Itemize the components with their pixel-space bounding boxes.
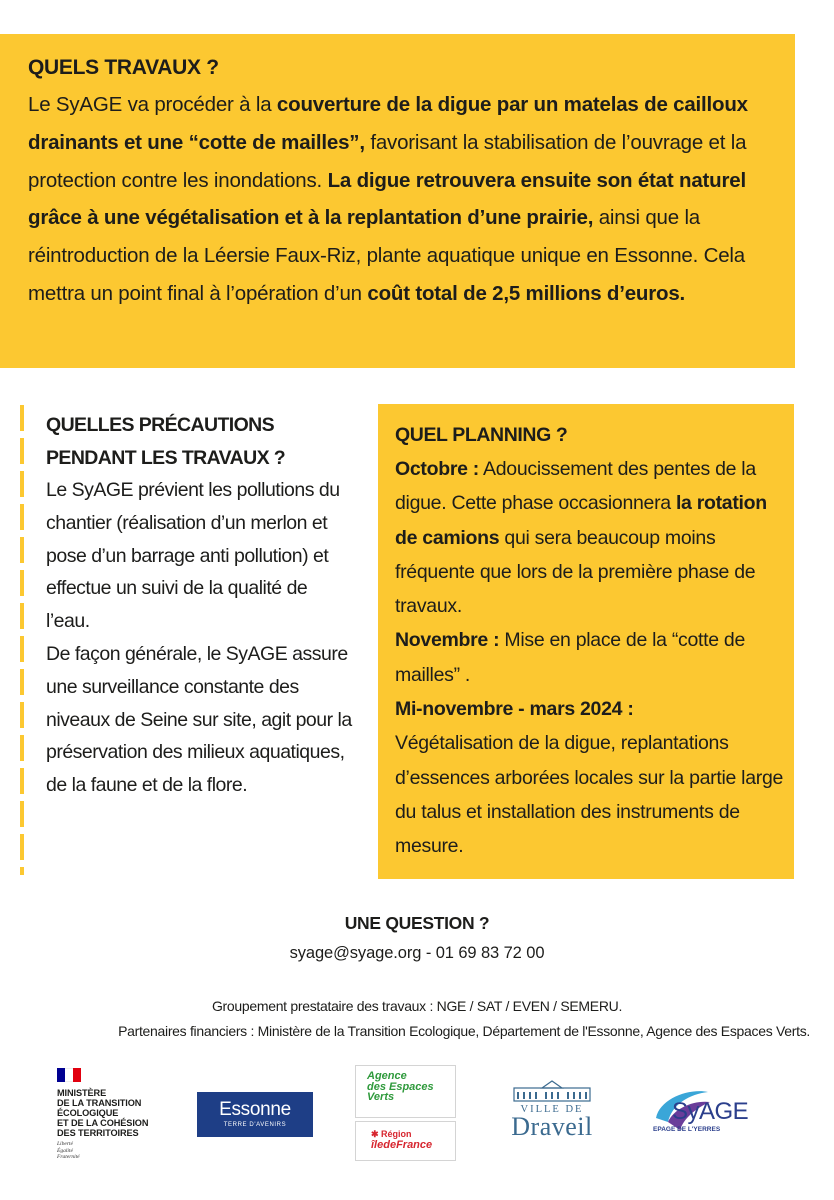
region-word: Région [381,1129,412,1139]
ministere-name: MINISTÈRE DE LA TRANSITION ÉCOLOGIQUE ET DE LA COHÉSION DES TERRITOIRES [57,1088,149,1138]
planning-mid-november [395,692,784,863]
works-title: QUELS TRAVAUX ? [28,56,219,79]
planning-november [395,623,784,692]
planning-section [378,404,794,879]
october-bold: la rotation de camions [395,492,767,549]
region-star-icon: ✱ [371,1129,382,1139]
ministere-logo [57,1068,167,1163]
syage-name: SyAGE [672,1098,749,1125]
essonne-tagline: TERRE D'AVENIRS [223,1122,287,1128]
contractors-line: Groupement prestataire des travaux : NGE / SAT / EVEN / SEMERU. [211,998,623,1014]
partners-line: Partenaires financiers : Ministère de la Transition Ecologique, Département de l'Essonne, Agence des Espaces Verts. [118,1023,810,1039]
works-text-3: ainsi que la réintroduction de la Léersie Faux-Riz, plante aquatique unique en Essonne. Cela mettra un point final à l’opération d’un [28,206,745,305]
syage-tagline: EPAGE DE L'YERRES [653,1126,721,1133]
chateau-icon [512,1080,592,1102]
precautions-title [46,409,352,474]
mid-november-label: Mi-novembre - mars 2024 : [395,698,634,721]
aev-logo [355,1065,456,1118]
works-text-1: Le SyAGE va procéder à la [28,93,277,116]
credits-section [0,994,834,1044]
aev-name: Agence des Espaces Verts [367,1070,434,1103]
draveil-prefix: VILLE DE [520,1104,584,1115]
region-label [371,1129,455,1139]
precautions-body [46,409,352,802]
contact-section [0,913,834,963]
planning-title: QUEL PLANNING ? [395,424,568,446]
mid-november-text: Végétalisation de la digue, replantations d’essences arborées locales sur la partie large du talus et installation des instruments de mesure. [395,732,784,858]
october-label: Octobre : [395,458,479,480]
october-text-1: Adoucissement des pentes de la digue. Cette phase occasionnera [395,458,756,515]
planning-october [395,452,784,623]
essonne-name: Essonne [219,1099,291,1120]
precautions-title-line1: QUELLES PRÉCAUTIONS [46,414,275,436]
republic-motto: Liberté Égalité Fraternité [57,1141,80,1160]
works-paragraph [28,86,775,313]
region-name: îledeFrance [371,1139,433,1151]
syage-logo [650,1078,782,1146]
draveil-name: Draveil [511,1112,593,1141]
november-label: Novembre : [395,629,500,652]
works-bold-3: coût total de 2,5 millions d’euros. [367,281,686,305]
essonne-logo [197,1092,313,1137]
marianne-flag-icon [57,1068,81,1082]
october-text-2: qui sera beaucoup moins fréquente que lors de la première phase de travaux. [395,526,756,618]
precautions-title-line2: PENDANT LES TRAVAUX ? [46,446,286,469]
november-text: Mise en place de la “cotte de mailles” . [395,629,746,686]
draveil-logo [496,1080,608,1155]
region-idf-logo [355,1121,456,1161]
works-bold-1: couverture de la digue par un matelas de cailloux drainants et une “cotte de mailles”, [28,93,748,154]
precautions-paragraph-1: Le SyAGE prévient les pollutions du chantier (réalisation d’un merlon et pose d’un barrage anti pollution) et effectue un suivi de la qualité de l’eau. [46,479,340,633]
works-section [0,34,795,368]
works-bold-2: La digue retrouvera ensuite son état naturel grâce à une végétalisation et à la replantation d’une prairie, [28,168,746,230]
contact-email-phone[interactable]: syage@syage.org - 01 69 83 72 00 [289,944,545,962]
dashed-accent-bar [20,405,24,875]
precautions-paragraph-2: De façon générale, le SyAGE assure une surveillance constante des niveaux de Seine sur site, agit pour la préservation des milieux aquatiques, de la faune et de la flore. [46,642,352,797]
precautions-section [20,405,356,875]
works-text-2: favorisant la stabilisation de l’ouvrage et la protection contre les inondations. [28,130,747,192]
contact-title: UNE QUESTION ? [344,913,490,933]
